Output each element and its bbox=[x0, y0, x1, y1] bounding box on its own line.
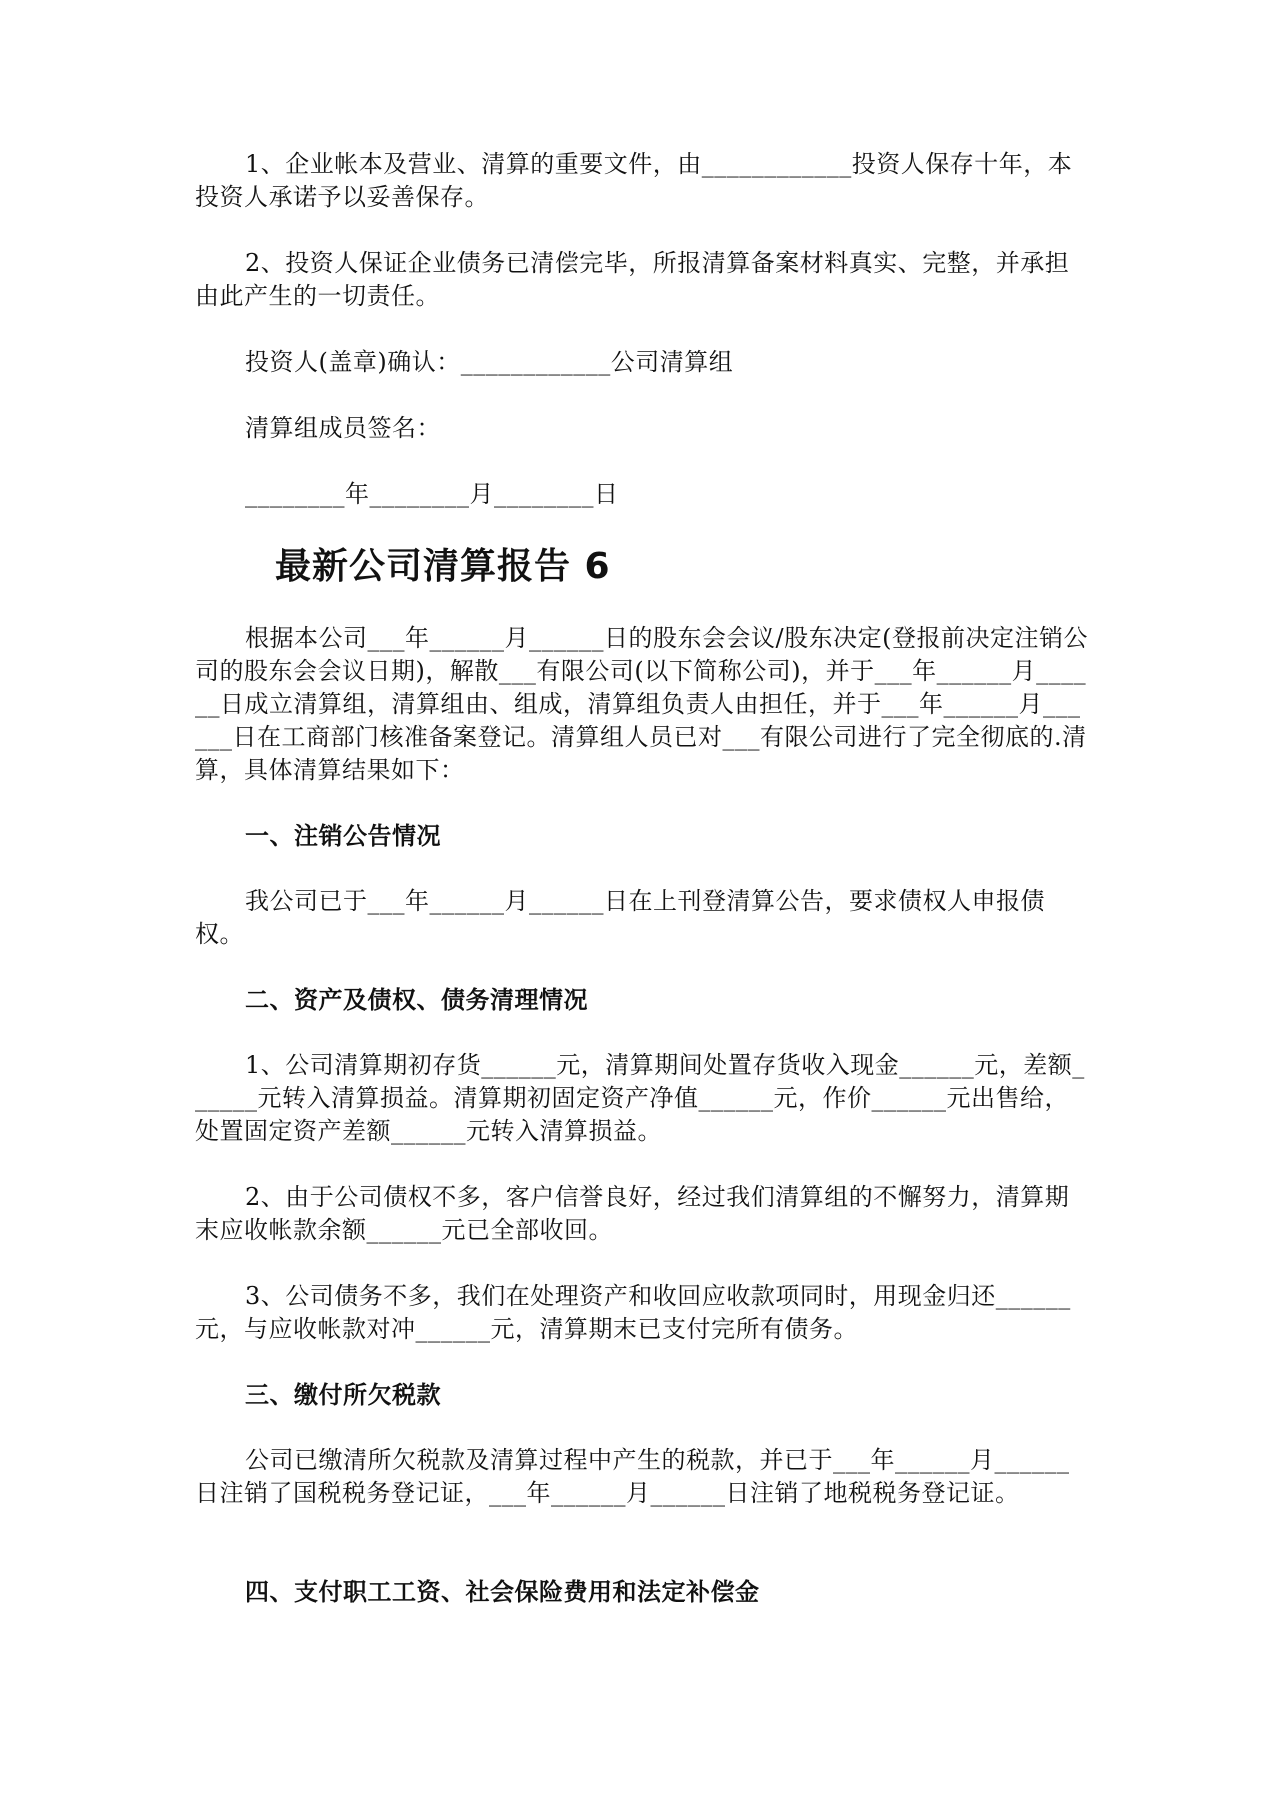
section-2-paragraph-3: 3、公司债务不多，我们在处理资产和收回应收款项同时，用现金归还______元，与应收帐款对冲______元，清算期末已支付完所有债务。 bbox=[195, 1282, 1071, 1343]
prelude-item-2: 2、投资人保证企业债务已清偿完毕，所报清算备案材料真实、完整，并承担由此产生的一切责任。 bbox=[195, 249, 1070, 310]
section-2-paragraph-1: 1、公司清算期初存货______元，清算期间处置存货收入现金______元，差额______元转入清算损益。清算期初固定资产净值______元，作价______元出售给，处置固定资产差额______元转入清算损益。 bbox=[195, 1051, 1085, 1145]
members-sign-line: 清算组成员签名： bbox=[245, 414, 441, 442]
section-3-paragraph-1: 公司已缴清所欠税款及清算过程中产生的税款，并已于___年______月______日注销了国税税务登记证，___年______月______日注销了地税税务登记证。 bbox=[195, 1446, 1070, 1507]
section-2-paragraph-2: 2、由于公司债权不多，客户信誉良好，经过我们清算组的不懈努力，清算期末应收帐款余额______元已全部收回。 bbox=[195, 1183, 1070, 1244]
prelude-item-1: 1、企业帐本及营业、清算的重要文件，由____________投资人保存十年，本投资人承诺予以妥善保存。 bbox=[195, 150, 1073, 211]
section-heading-4: 四、支付职工工资、社会保险费用和法定补偿金 bbox=[245, 1578, 760, 1606]
document-title: 最新公司清算报告 6 bbox=[275, 546, 611, 587]
date-line: ________年________月________日 bbox=[245, 480, 619, 508]
section-heading-2: 二、资产及债权、债务清理情况 bbox=[245, 986, 588, 1014]
section-1-paragraph-1: 我公司已于___年______月______日在上刊登清算公告，要求债权人申报债权。 bbox=[195, 887, 1045, 948]
investor-confirm-line: 投资人(盖章)确认：____________公司清算组 bbox=[245, 348, 734, 376]
section-heading-1: 一、注销公告情况 bbox=[245, 822, 441, 850]
section-heading-3: 三、缴付所欠税款 bbox=[245, 1381, 441, 1409]
intro-paragraph: 根据本公司___年______月______日的股东会会议/股东决定(登报前决定注销公司的股东会会议日期)，解散___有限公司(以下简称公司)，并于___年______月______日成立清算组，清算组由、组成，清算组负责人由担任，并于___年______月______日在工商部门核准备案登记。清算组人员已对___有限公司进行了完全彻底的.清算，具体清算结果如下： bbox=[195, 624, 1088, 784]
